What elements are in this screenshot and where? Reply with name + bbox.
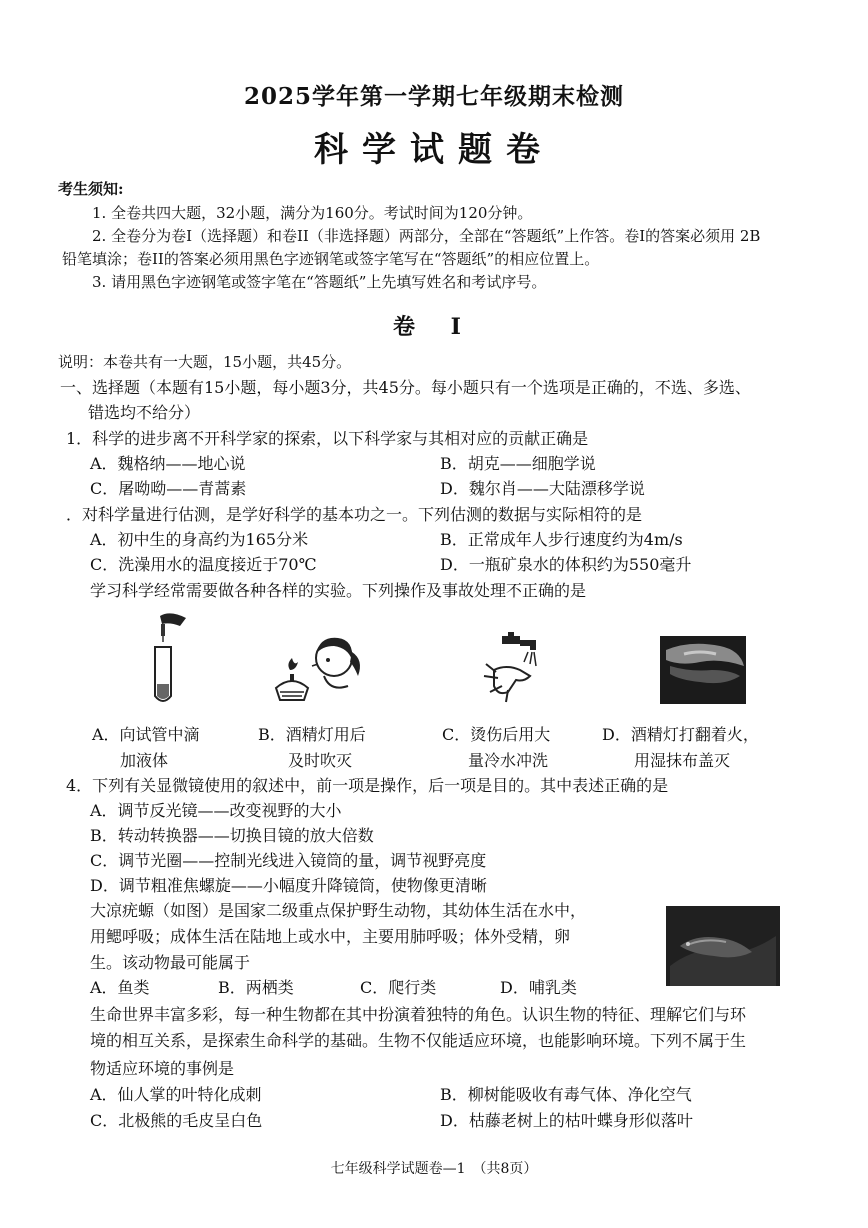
notice-item: 铅笔填涂；卷II的答案必须用黑色字迹钢笔或签字笔写在“答题纸”的相应位置上。 — [62, 250, 600, 268]
volume-note: 说明：本卷共有一大题，15小题，共45分。 — [58, 353, 352, 371]
q2-option-d: D．一瓶矿泉水的体积约为550毫升 — [440, 555, 692, 574]
q1-option-d: D．魏尔肖——大陆漂移学说 — [440, 479, 645, 498]
q2-option-b: B．正常成年人步行速度约为4m/s — [440, 530, 683, 549]
q3-option-a-line1: A．向试管中滴 — [92, 725, 200, 744]
q4-option-a: A．调节反光镜——改变视野的大小 — [90, 801, 342, 820]
q2-option-a: A．初中生的身高约为165分米 — [90, 530, 309, 549]
notice-item: 3. 请用黑色字迹钢笔或签字笔在“答题纸”上先填写姓名和考试序号。 — [92, 273, 547, 291]
notice-item: 1. 全卷共四大题，32小题，满分为160分。考试时间为120分钟。 — [92, 204, 533, 222]
q2-option-c: C．洗澡用水的温度接近于70℃ — [90, 555, 317, 574]
question-1-stem: 1．科学的进步离不开科学家的探索，以下科学家与其相对应的贡献正确是 — [66, 429, 589, 448]
salamander-photo — [666, 906, 780, 986]
q6-option-a: A．仙人掌的叶特化成刺 — [90, 1085, 262, 1104]
wet-cloth-photo — [660, 636, 746, 704]
q5-option-b: B．两栖类 — [218, 978, 294, 997]
q5-option-c: C．爬行类 — [360, 978, 437, 997]
question-5-stem-line3: 生。该动物最可能属于 — [90, 953, 251, 972]
section-heading-cont: 错选均不给分） — [88, 403, 201, 422]
question-6-stem-line1: 生命世界丰富多彩，每一种生物都在其中扮演着独特的角色。认识生物的特征、理解它们与环 — [90, 1005, 747, 1024]
q5-option-d: D．哺乳类 — [500, 978, 577, 997]
exam-subtitle: 科学试题卷 — [314, 130, 554, 170]
q5-option-a: A．鱼类 — [90, 978, 150, 997]
q3-option-d-line1: D．酒精灯打翻着火， — [602, 725, 759, 744]
notice-item: 2. 全卷分为卷I（选择题）和卷II（非选择题）两部分，全部在“答题纸”上作答。卷I的答案必须用 2B — [92, 227, 761, 245]
question-5-stem-line1: 大凉疣螈（如图）是国家二级重点保护野生动物，其幼体生活在水中， — [90, 901, 587, 920]
section-heading: 一、选择题（本题有15小题，每小题3分，共45分。每小题只有一个选项是正确的，不选、多选、 — [60, 378, 751, 397]
q4-option-b: B．转动转换器——切换目镜的放大倍数 — [90, 826, 374, 845]
q6-option-b: B．柳树能吸收有毒气体、净化空气 — [440, 1085, 692, 1104]
q1-option-b: B．胡克——细胞学说 — [440, 454, 596, 473]
question-6-stem-line2: 境的相互关系，是探索生命科学的基础。生物不仅能适应环境，也能影响环境。下列不属于生 — [90, 1031, 747, 1050]
question-2-stem: ．对科学量进行估测，是学好科学的基本功之一。下列估测的数据与实际相符的是 — [66, 505, 643, 524]
question-4-stem: 4．下列有关显微镜使用的叙述中，前一项是操作，后一项是目的。其中表述正确的是 — [66, 776, 669, 795]
q6-option-c: C．北极熊的毛皮呈白色 — [90, 1111, 263, 1130]
q3-option-c-line1: C．烫伤后用大 — [442, 725, 551, 744]
q4-option-d: D．调节粗准焦螺旋——小幅度升降镜筒，使物像更清晰 — [90, 876, 487, 895]
notice-heading: 考生须知: — [58, 180, 124, 198]
question-5-stem-line2: 用鳃呼吸；成体生活在陆地上或水中，主要用肺呼吸；体外受精，卵 — [90, 927, 571, 946]
q1-option-a: A．魏格纳——地心说 — [90, 454, 246, 473]
dropper-test-tube-figure — [140, 610, 200, 710]
q3-option-a-line2: 加液体 — [120, 751, 169, 770]
question-6-stem-line3: 物适应环境的事例是 — [90, 1059, 235, 1078]
volume-label: 卷 I — [393, 314, 475, 340]
cold-water-rinse-figure — [480, 630, 550, 710]
q3-option-b-line2: 及时吹灭 — [288, 751, 353, 770]
page-footer: 七年级科学试题卷—1 （共8页） — [330, 1161, 538, 1177]
q1-option-c: C．屠呦呦——青蒿素 — [90, 479, 247, 498]
q3-option-d-line2: 用湿抹布盖灭 — [634, 751, 731, 770]
q3-option-b-line1: B．酒精灯用后 — [258, 725, 366, 744]
exam-title: 2025学年第一学期七年级期末检测 — [243, 83, 624, 110]
q6-option-d: D．枯藤老树上的枯叶蝶身形似落叶 — [440, 1111, 693, 1130]
q4-option-c: C．调节光圈——控制光线进入镜筒的量，调节视野亮度 — [90, 851, 487, 870]
q3-option-c-line2: 量冷水冲洗 — [468, 751, 549, 770]
blowing-alcohol-lamp-figure — [268, 630, 368, 710]
question-3-stem: 学习科学经常需要做各种各样的实验。下列操作及事故处理不正确的是 — [90, 581, 587, 600]
